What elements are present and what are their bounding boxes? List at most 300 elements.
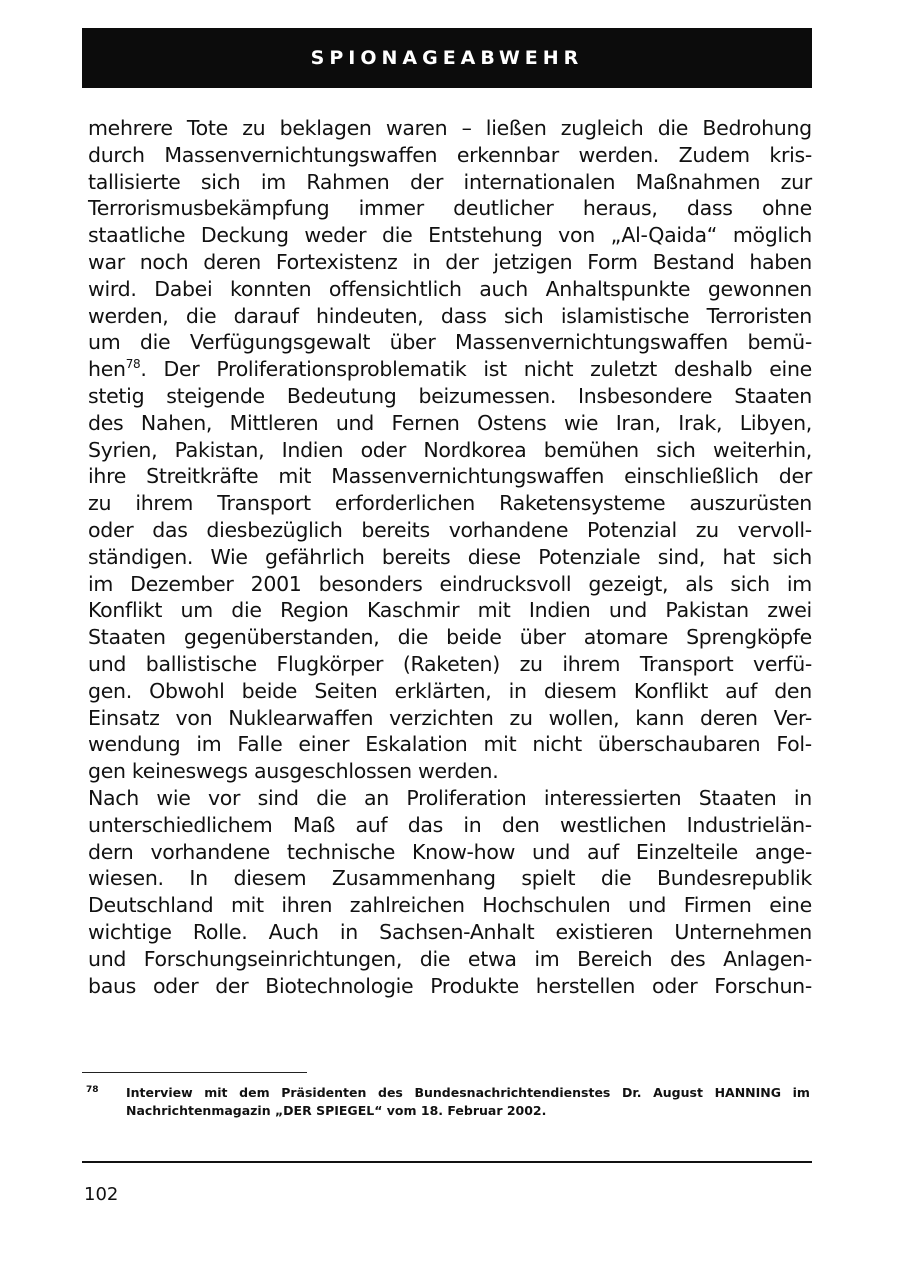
- word: erklärten,: [394, 678, 492, 703]
- word: des: [669, 946, 706, 971]
- word: auszurüsten: [689, 491, 812, 516]
- word: darauf: [233, 303, 299, 328]
- body-text: [88, 115, 812, 999]
- word: Terroristen: [706, 303, 812, 328]
- text-line: [88, 195, 812, 222]
- word: Präsidenten: [281, 1085, 367, 1100]
- word: Obwohl: [149, 678, 225, 703]
- word: von: [558, 223, 595, 248]
- word: Bestand: [652, 249, 735, 274]
- text-line: [88, 383, 812, 410]
- word: immer: [358, 196, 424, 221]
- word: heraus,: [582, 196, 658, 221]
- word: eine: [769, 893, 812, 918]
- text-line: [88, 329, 812, 356]
- word: Bereich: [577, 946, 653, 971]
- word: im: [534, 946, 560, 971]
- text-line: [88, 463, 812, 490]
- footnote: [86, 1084, 810, 1120]
- word: Einzelteile: [635, 839, 738, 864]
- word: Irak,: [678, 410, 723, 435]
- text-line: [88, 892, 812, 919]
- word: im: [260, 169, 286, 194]
- word: wendung: [88, 732, 181, 757]
- word: diesem: [233, 866, 307, 891]
- word: HANNING: [714, 1085, 781, 1100]
- text-line: [88, 437, 812, 464]
- text-line: [88, 973, 812, 1000]
- text-line: [88, 571, 812, 598]
- word: Transport: [217, 491, 311, 516]
- word: Indien: [281, 437, 344, 462]
- footnote-number: 78: [86, 1085, 99, 1095]
- word: islamistische: [560, 303, 690, 328]
- word: Forschun-: [714, 973, 812, 998]
- word: Potenziale: [538, 544, 641, 569]
- word: Know-how: [412, 839, 516, 864]
- word: Unternehmen: [674, 919, 812, 944]
- word: des: [378, 1085, 403, 1100]
- word: gewonnen: [707, 276, 812, 301]
- word: wie: [156, 785, 191, 810]
- word: Tote: [186, 116, 228, 140]
- word: Der: [163, 357, 200, 382]
- word: Anlagen-: [723, 946, 812, 971]
- word: dass: [440, 303, 487, 328]
- word: atomare: [583, 625, 668, 650]
- word: die: [382, 223, 413, 248]
- word: sind,: [657, 544, 706, 569]
- word: oder: [360, 437, 406, 462]
- word: und: [88, 651, 127, 676]
- word: sich: [656, 437, 696, 462]
- word: sich: [730, 571, 770, 596]
- word: westlichen: [559, 812, 667, 837]
- word: vervoll-: [737, 517, 812, 542]
- word: auf: [587, 839, 619, 864]
- word: Nahen,: [140, 410, 213, 435]
- word: zu: [695, 517, 719, 542]
- word: vorhandene: [150, 839, 270, 864]
- word: in: [793, 785, 812, 810]
- word: sich: [503, 303, 544, 328]
- word: im: [196, 732, 222, 757]
- text-line: [88, 276, 812, 303]
- word: Nach: [88, 785, 139, 810]
- word: eine: [769, 357, 812, 382]
- line-text: hen: [88, 357, 126, 382]
- text-line: [88, 222, 812, 249]
- word: Bundesrepublik: [656, 866, 812, 891]
- footnote-reference: 78: [125, 357, 141, 372]
- word: ihrem: [562, 651, 621, 676]
- text-line: [88, 356, 812, 383]
- word: sich: [200, 169, 241, 194]
- word: stetig: [88, 383, 145, 408]
- word: in: [339, 919, 358, 944]
- word: unterschiedlichem: [88, 812, 273, 837]
- word: und: [608, 598, 647, 623]
- word: Syrien,: [88, 437, 158, 462]
- word: Bedeutung: [286, 383, 397, 408]
- word: deshalb: [673, 357, 753, 382]
- running-header: [82, 28, 812, 88]
- word: und: [88, 946, 127, 971]
- word: zahlreichen: [349, 893, 465, 918]
- word: dem: [239, 1085, 270, 1100]
- word: die: [397, 625, 429, 650]
- word: oder: [88, 517, 134, 542]
- text-line: [88, 946, 812, 973]
- word: mit: [230, 893, 264, 918]
- word: existieren: [555, 919, 654, 944]
- word: Eskalation: [365, 732, 468, 757]
- footnote-line-2: Nachrichtenmagazin „DER SPIEGEL“ vom 18. Februar 2002.: [126, 1103, 547, 1118]
- word: Ostens: [477, 410, 547, 435]
- word: ihre: [88, 464, 127, 489]
- word: Raketensysteme: [499, 491, 666, 516]
- word: um: [180, 598, 213, 623]
- text-line: [88, 249, 812, 276]
- word: Industrielän-: [686, 812, 812, 837]
- header-title: SPIONAGEABWEHR: [310, 47, 584, 69]
- word: Anhaltspunkte: [545, 276, 691, 301]
- word: Pakistan: [665, 598, 749, 623]
- word: noch: [139, 249, 189, 274]
- text-line: [88, 651, 812, 678]
- word: gezeigt,: [588, 571, 669, 596]
- text-line: [88, 624, 812, 651]
- word: des: [88, 410, 124, 435]
- word: Zudem: [678, 142, 750, 167]
- word: wiesen.: [88, 866, 164, 891]
- word: Sachsen-Anhalt: [379, 919, 535, 944]
- word: die: [657, 116, 689, 140]
- word: herstellen: [535, 973, 636, 998]
- word: Bundesnachrichtendienstes: [414, 1085, 611, 1100]
- word: vor: [207, 785, 241, 810]
- word: einschließlich: [624, 464, 759, 489]
- word: ihrem: [135, 491, 194, 516]
- word: erkennbar: [456, 142, 559, 167]
- word: in: [508, 678, 527, 703]
- word: über: [389, 330, 436, 355]
- word: Entstehung: [428, 223, 543, 248]
- word: der: [409, 169, 444, 194]
- word: Proliferationsproblematik: [216, 357, 467, 382]
- word: wird.: [88, 276, 137, 301]
- word: deren: [699, 705, 758, 730]
- word: der: [778, 464, 812, 489]
- word: zur: [780, 169, 812, 194]
- word: mit: [278, 464, 312, 489]
- text-line: [88, 303, 812, 330]
- word: spielt: [521, 866, 576, 891]
- word: Transport: [639, 651, 734, 676]
- word: Iran,: [615, 410, 661, 435]
- word: tallisierte: [88, 169, 181, 194]
- word: Terrorismusbekämpfung: [88, 196, 330, 221]
- word: zu: [88, 491, 112, 516]
- word: staatliche: [88, 223, 186, 248]
- word: Maßnahmen: [635, 169, 761, 194]
- word: ständigen.: [88, 544, 194, 569]
- word: Hochschulen: [482, 893, 611, 918]
- word: in: [412, 249, 431, 274]
- word: vorhandene: [448, 517, 569, 542]
- word: Libyen,: [739, 410, 812, 435]
- word: war: [88, 249, 125, 274]
- word: das: [152, 517, 188, 542]
- word: diesem: [543, 678, 617, 703]
- word: Auch: [268, 919, 319, 944]
- word: –: [461, 116, 472, 140]
- word: Forschungseinrichtungen,: [143, 946, 403, 971]
- word: beide: [241, 678, 298, 703]
- word: mehrere: [88, 116, 173, 140]
- word: Deutschland: [88, 893, 214, 918]
- text-line: [88, 785, 812, 812]
- text-line: [88, 678, 812, 705]
- word: dass: [686, 196, 733, 221]
- word: zuletzt: [590, 357, 657, 382]
- word: gegenüberstanden,: [183, 625, 380, 650]
- word: zu: [242, 116, 266, 140]
- word: Dr.: [621, 1085, 642, 1100]
- word: auch: [479, 276, 528, 301]
- word: jetzigen: [493, 249, 573, 274]
- word: Region: [280, 598, 349, 623]
- word: beide: [446, 625, 502, 650]
- word: Staaten: [698, 785, 777, 810]
- word: überschaubaren: [597, 732, 761, 757]
- word: zwei: [767, 598, 812, 623]
- word: Potenzial: [587, 517, 677, 542]
- word: in: [463, 812, 482, 837]
- word: etwa: [467, 946, 517, 971]
- word: August: [653, 1085, 703, 1100]
- word: nicht: [532, 732, 582, 757]
- word: diese: [467, 544, 521, 569]
- text-line: [88, 919, 812, 946]
- word: Fol-: [776, 732, 812, 757]
- word: als: [685, 571, 714, 596]
- word: weiterhin,: [712, 437, 812, 462]
- word: Massenvernichtungswaffen: [164, 142, 438, 167]
- word: und: [628, 893, 667, 918]
- word: Zusammenhang: [331, 866, 496, 891]
- word: werden.: [578, 142, 660, 167]
- word: Nuklearwaffen: [228, 705, 374, 730]
- word: ließen: [485, 116, 547, 140]
- text-line: [88, 865, 812, 892]
- word: technische: [286, 839, 396, 864]
- line-text: gen keineswegs ausgeschlossen werden.: [88, 759, 499, 784]
- word: bemühen: [543, 437, 639, 462]
- word: der: [215, 973, 249, 998]
- word: die: [231, 598, 262, 623]
- text-line: [88, 169, 812, 196]
- text-line: [88, 544, 812, 571]
- word: Biotechnologie: [265, 973, 414, 998]
- word: interessierten: [543, 785, 682, 810]
- word: dern: [88, 839, 134, 864]
- word: beklagen: [279, 116, 372, 140]
- word: Konflikt: [88, 598, 163, 623]
- text-line: [88, 410, 812, 437]
- text-line: [88, 115, 812, 142]
- word: In: [189, 866, 208, 891]
- word: bereits: [361, 517, 430, 542]
- word: Seiten: [314, 678, 378, 703]
- word: wollen,: [548, 705, 620, 730]
- word: die: [185, 303, 217, 328]
- word: Staaten: [88, 625, 166, 650]
- word: diesbezüglich: [206, 517, 343, 542]
- word: an: [364, 785, 389, 810]
- word: im: [786, 571, 812, 596]
- text-line: [88, 839, 812, 866]
- word: auf: [725, 678, 758, 703]
- word: ange-: [754, 839, 812, 864]
- text-line: [88, 705, 812, 732]
- word: Einsatz: [88, 705, 160, 730]
- word: im: [88, 571, 114, 596]
- word: Insbesondere: [578, 383, 713, 408]
- word: über: [519, 625, 566, 650]
- word: „Al-Qaida“: [610, 223, 718, 248]
- text-line: [88, 490, 812, 517]
- word: besonders: [318, 571, 423, 596]
- word: Mittleren: [229, 410, 319, 435]
- word: ist: [483, 357, 507, 382]
- word: im: [792, 1085, 810, 1100]
- word: steigende: [166, 383, 265, 408]
- word: gen.: [88, 678, 132, 703]
- text-line: [88, 812, 812, 839]
- word: deren: [203, 249, 261, 274]
- word: den: [501, 812, 540, 837]
- word: Staaten: [734, 383, 812, 408]
- word: hindeuten,: [316, 303, 424, 328]
- word: beizumessen.: [418, 383, 557, 408]
- word: die: [139, 330, 171, 355]
- word: Indien: [528, 598, 591, 623]
- word: Streitkräfte: [146, 464, 259, 489]
- word: haben: [749, 249, 812, 274]
- word: werden,: [88, 303, 169, 328]
- text-line: [88, 597, 812, 624]
- word: offensichtlich: [328, 276, 462, 301]
- word: wichtige: [88, 919, 172, 944]
- word: verzichten: [389, 705, 494, 730]
- word: einer: [298, 732, 350, 757]
- word: nicht: [523, 357, 574, 382]
- word: (Raketen): [402, 651, 500, 676]
- word: möglich: [732, 223, 812, 248]
- word: von: [175, 705, 213, 730]
- text-line: [88, 517, 812, 544]
- word: Interview: [126, 1085, 193, 1100]
- word: Fortexistenz: [275, 249, 398, 274]
- word: zu: [519, 651, 543, 676]
- word: zugleich: [560, 116, 644, 140]
- page-number: 102: [84, 1184, 119, 1205]
- word: Firmen: [683, 893, 752, 918]
- word: Fernen: [391, 410, 460, 435]
- word: ballistische: [145, 651, 257, 676]
- word: waren: [385, 116, 448, 140]
- word: Massenvernichtungswaffen: [455, 330, 728, 355]
- word: durch: [88, 142, 145, 167]
- word: Wie: [210, 544, 248, 569]
- word: Maß: [292, 812, 336, 837]
- word: hen$^{78}$.: [88, 357, 147, 382]
- word: ohne: [762, 196, 812, 221]
- word: baus: [88, 973, 137, 998]
- word: verfü-: [753, 651, 812, 676]
- word: Kaschmir: [366, 598, 460, 623]
- word: Verfügungsgewalt: [189, 330, 371, 355]
- footnote-line-1: [126, 1084, 810, 1102]
- word: weder: [304, 223, 367, 248]
- word: Deckung: [200, 223, 289, 248]
- word: konnten: [230, 276, 312, 301]
- word: zu: [509, 705, 533, 730]
- word: sind: [257, 785, 299, 810]
- word: wie: [563, 410, 599, 435]
- word: Ver-: [773, 705, 812, 730]
- word: auf: [355, 812, 388, 837]
- word: mit: [477, 598, 511, 623]
- text-line: [88, 142, 812, 169]
- word: Flugkörper: [276, 651, 384, 676]
- word: sich: [772, 544, 812, 569]
- word: Massenvernichtungswaffen: [331, 464, 605, 489]
- word: mit: [483, 732, 517, 757]
- word: eindrucksvoll: [439, 571, 572, 596]
- word: Bedrohung: [702, 116, 812, 140]
- word: Rahmen: [306, 169, 390, 194]
- word: kris-: [769, 142, 812, 167]
- word: um: [88, 330, 121, 355]
- word: Konflikt: [633, 678, 708, 703]
- word: Form: [587, 249, 638, 274]
- bottom-rule: [82, 1161, 812, 1163]
- text-line: [88, 758, 812, 785]
- word: die: [316, 785, 347, 810]
- word: Sprengköpfe: [686, 625, 812, 650]
- word: die: [600, 866, 632, 891]
- word: internationalen: [463, 169, 616, 194]
- word: Dezember: [130, 571, 234, 596]
- word: die: [419, 946, 451, 971]
- text-line: [88, 731, 812, 758]
- word: Pakistan,: [174, 437, 265, 462]
- word: Dabei: [154, 276, 213, 301]
- word: Falle: [237, 732, 283, 757]
- word: der: [445, 249, 479, 274]
- word: bereits: [381, 544, 451, 569]
- word: und: [532, 839, 571, 864]
- footnote-rule: [82, 1072, 307, 1073]
- word: oder: [652, 973, 698, 998]
- word: erforderlichen: [334, 491, 475, 516]
- word: Nordkorea: [423, 437, 527, 462]
- word: mit: [204, 1085, 228, 1100]
- word: das: [407, 812, 444, 837]
- word: 2001: [250, 571, 302, 596]
